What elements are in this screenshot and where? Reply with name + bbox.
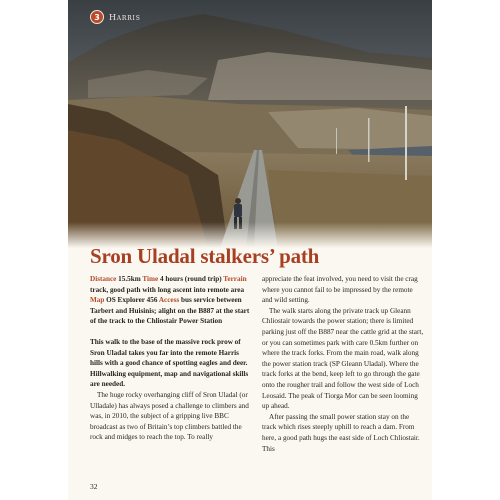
left-column: [90, 274, 252, 443]
book-page: [68, 0, 432, 500]
route-title: Sron Uladal stalkers’ path: [90, 244, 320, 268]
route-facts: [90, 274, 252, 327]
chapter-number-badge: 3: [90, 10, 104, 24]
page-number: 32: [90, 482, 98, 491]
time-label: Time: [142, 275, 159, 283]
chapter-name: Harris: [109, 12, 141, 22]
intro-paragraph: This walk to the base of the massive rock prow of Sron Uladal takes you far into the remote Harris hills with a good chance of spotting eagles and deer. Hillwalking equipment, map and navigational skills are needed.: [90, 337, 249, 389]
distance-value: 15.5km: [116, 275, 143, 283]
terrain-value: track, good path with long ascent into remote area: [90, 285, 245, 294]
body-paragraph: After passing the small power station stay on the track which rises steeply uphill to reach a dam. From here, a good path hugs the east side of Loch Chliostair. This: [262, 412, 420, 453]
terrain-label: Terrain: [223, 275, 247, 283]
distance-label: Distance: [90, 275, 117, 283]
map-label: Map: [90, 296, 105, 305]
body-paragraph: The walk starts along the private track up Gleann Chliostair towards the power station; there is limited parking just off the B887 near the cattle grid at the start, or you can sometimes park with care 0.5km further on where the track forks. From the main road, walk along the power station track (SP Gleann Uladal). Where the track forks at the bend, keep left to go through the gate onto the rougher trail and follow the west side of Loch Leosaid. The peak of Tiorga Mor can be seen looming up ahead.: [262, 306, 424, 411]
time-value: 4 hours (round trip): [158, 275, 224, 283]
right-column: [262, 274, 424, 454]
map-value: OS Explorer 456: [104, 296, 159, 305]
landscape-photo: [68, 0, 432, 248]
access-label: Access: [158, 296, 180, 305]
body-paragraph: appreciate the feat involved, you need to visit the crag where you cannot fail to be impressed by the remote and wild setting.: [262, 275, 418, 305]
access-value: bus service between Tarbert and Huisinis; alight on the B887 at the start of the track to the Chliostair Power Station: [90, 296, 250, 326]
body-paragraph: The huge rocky overhanging cliff of Sron Uladal (or Ulladale) has always posed a challenge to climbers and was, in 2010, the subject of a gripping live BBC broadcast as two of Britain’s top climbers battled the rock and midges to reach the top. To really: [90, 390, 249, 442]
chapter-marker: [90, 10, 141, 24]
